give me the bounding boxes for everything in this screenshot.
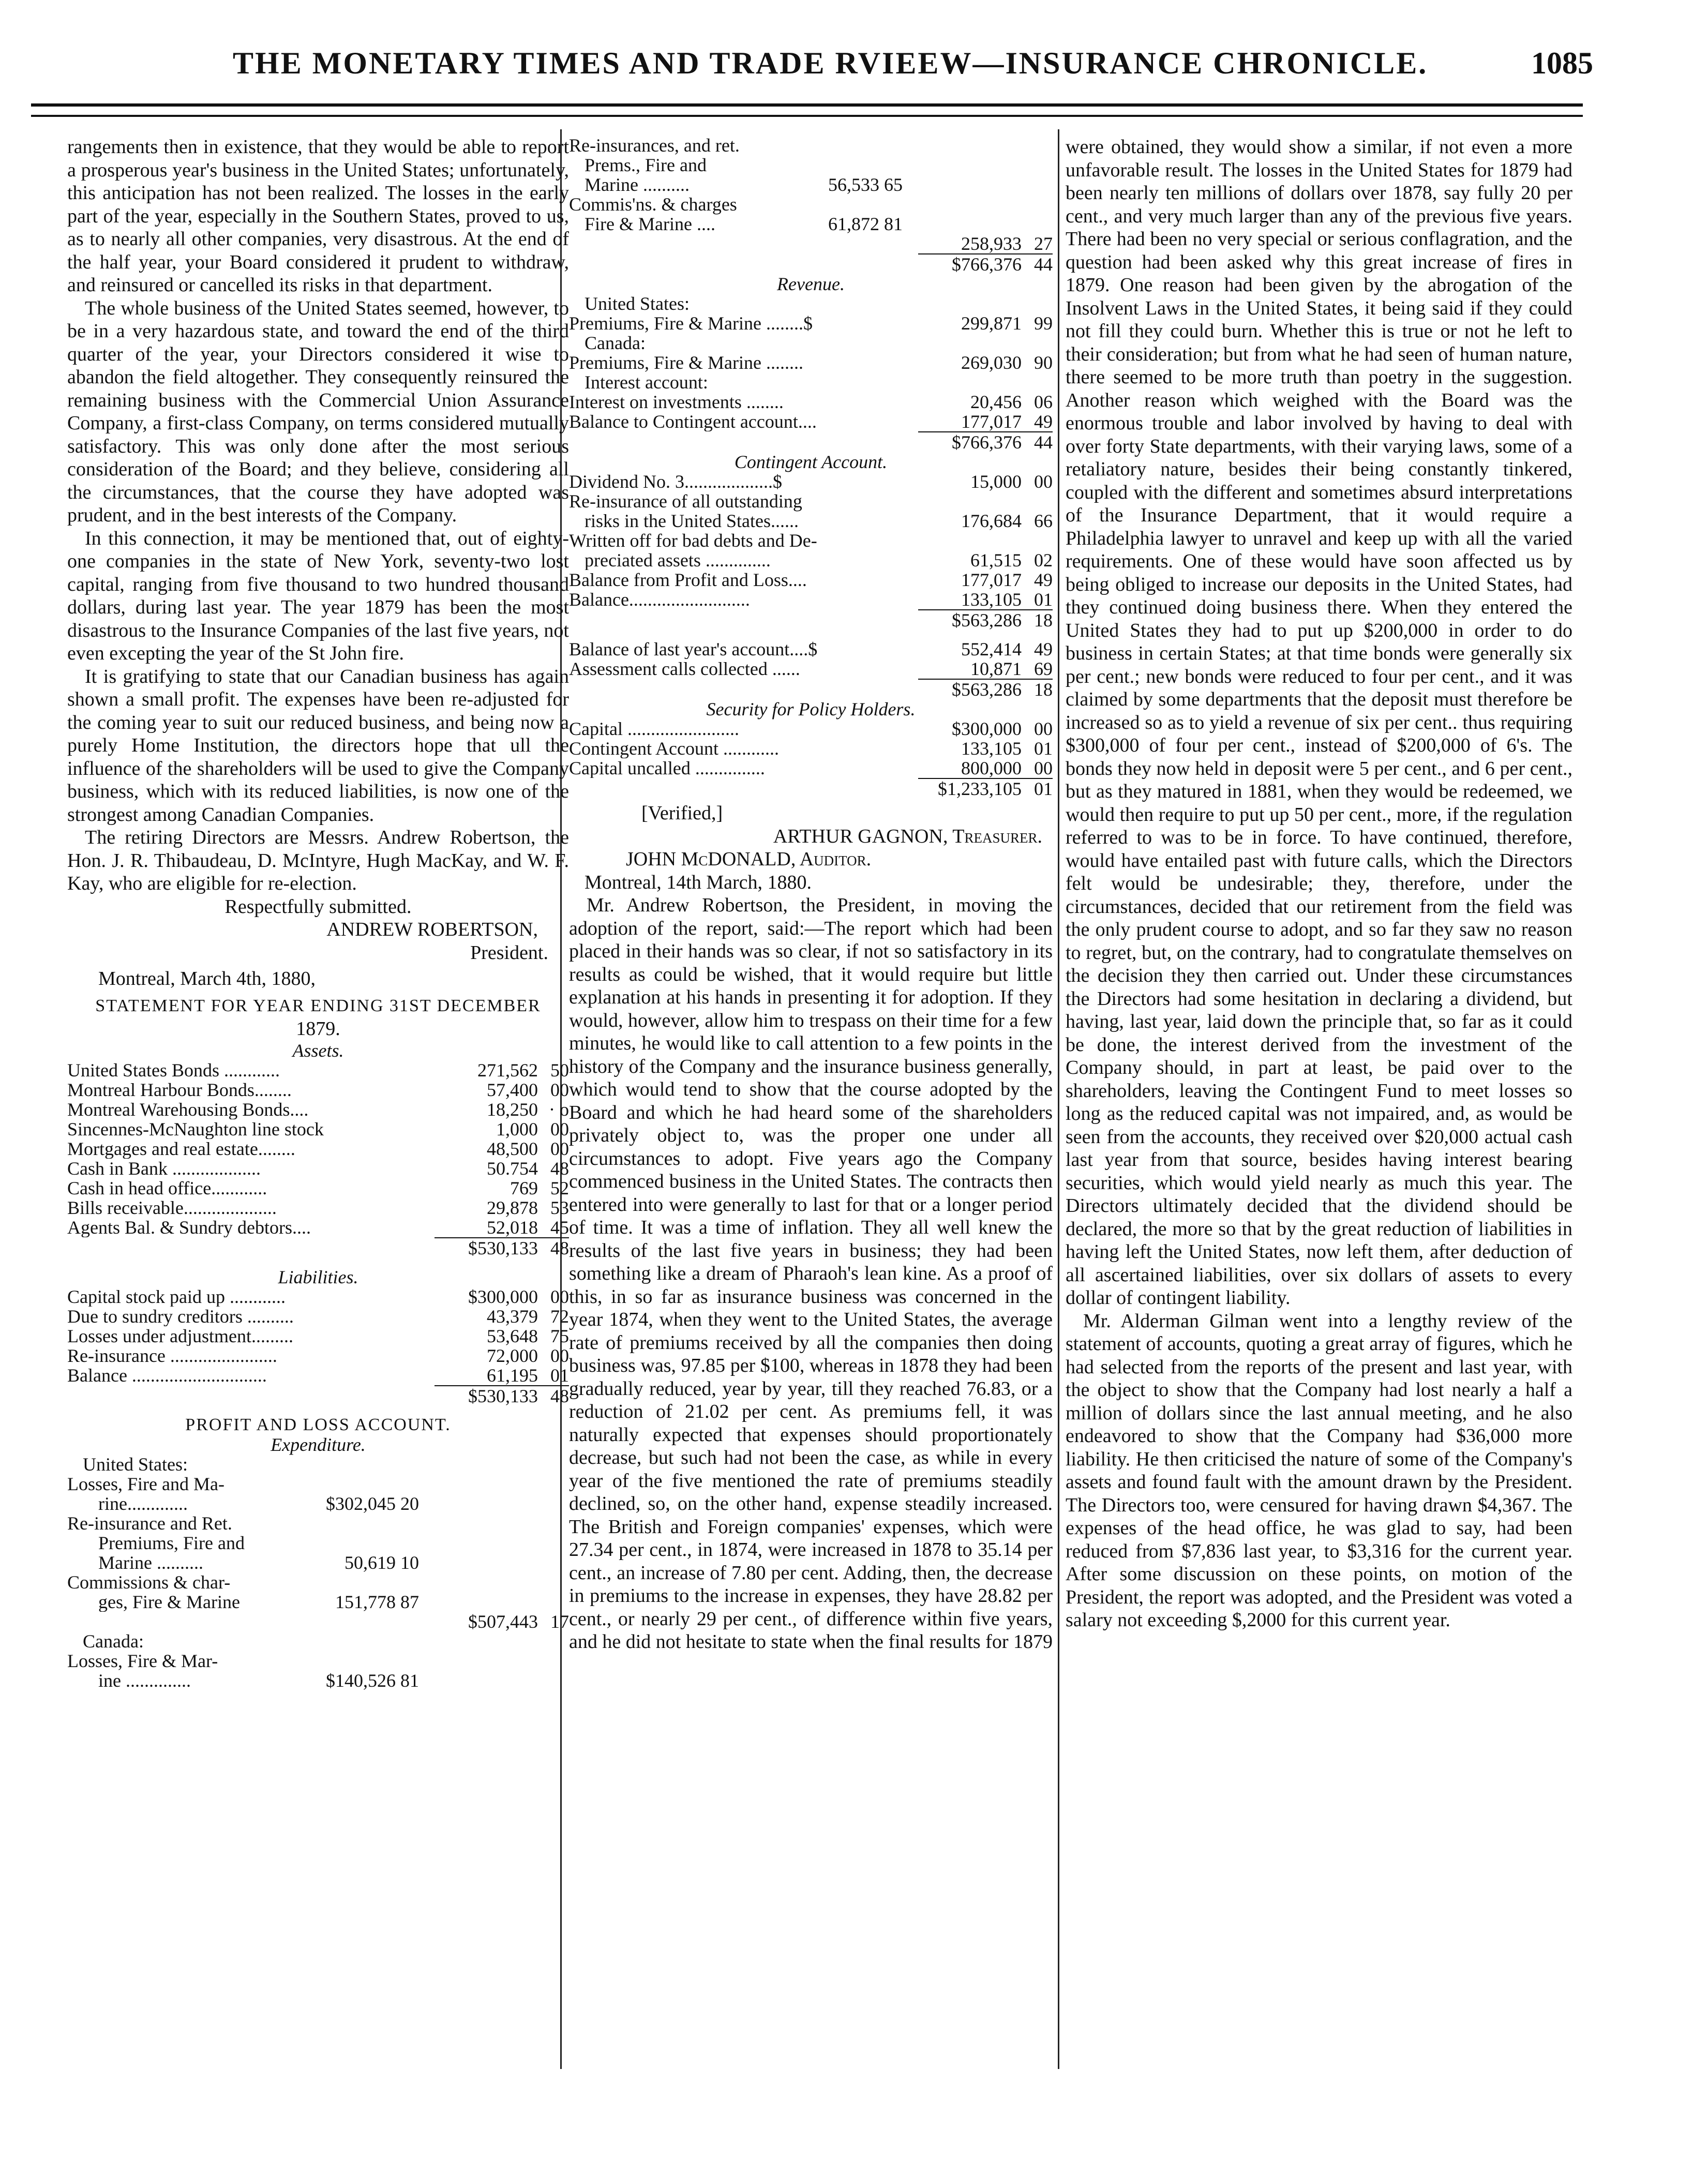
ledger-label: Mortgages and real estate........	[67, 1138, 295, 1159]
ledger-row	[569, 639, 1053, 659]
ledger-cents: 00	[1034, 471, 1053, 492]
expense-label: Losses, Fire and Ma-	[67, 1473, 224, 1494]
ledger-cents: 48	[550, 1158, 569, 1179]
ledger-row	[67, 1139, 569, 1159]
liabilities-total-cents: 48	[550, 1385, 569, 1406]
ledger-amount: 29,878	[487, 1197, 538, 1218]
revenue-heading: Revenue.	[777, 274, 845, 294]
ledger-amount: 177,017	[961, 569, 1022, 590]
ledger-row	[67, 1100, 569, 1119]
verified-note: [Verified,]	[641, 802, 723, 824]
closing: Respectfully submitted.	[224, 895, 412, 918]
dateline: Montreal, 14th March, 1880.	[585, 871, 812, 893]
us-total: $507,443	[468, 1611, 538, 1632]
liabilities-heading: Liabilities.	[278, 1266, 358, 1287]
ledger-cents: 52	[550, 1177, 569, 1198]
canada-subtotal-row	[569, 234, 1053, 253]
paragraph: The retiring Directors are Messrs. Andrew Robertson, the Hon. J. R. Thibaudeau, D. McIntyre, Hugh MacKay, and W. F. Kay, who are eligible for re-election.	[67, 827, 569, 894]
ledger-label: Agents Bal. & Sundry debtors....	[67, 1217, 311, 1237]
expense-amount: $140,526 81	[326, 1670, 419, 1691]
ledger-label: Due to sundry creditors ..........	[67, 1306, 294, 1326]
ledger-amount: 177,017	[961, 411, 1022, 432]
liabilities-table	[67, 1287, 569, 1385]
ledger-cents: 45	[550, 1217, 569, 1238]
ledger-cents: 49	[1034, 639, 1053, 659]
paragraph: It is gratifying to state that our Canadian business has again shown a small profit. The expenses have been re-adjusted for the coming year to suit our reduced business, and being now a purely Home Institution, the directors hope that ull the influence of the shareholders will be used to give the Company business, which with its reduced liabilities, is now one of the strongest among Canadian Companies.	[67, 665, 569, 826]
expense-label: Premiums, Fire and	[98, 1532, 245, 1553]
expense-label: Fire & Marine ....	[585, 214, 715, 234]
ledger-row	[569, 570, 1053, 590]
section-label: United States:	[585, 293, 690, 314]
expense-label: Prems., Fire and	[585, 155, 707, 175]
ledger-label: United States Bonds ............	[67, 1060, 280, 1080]
ledger-row	[569, 313, 1053, 333]
ledger-cents: 00	[1034, 718, 1053, 739]
ledger-row	[67, 1159, 569, 1178]
ledger-amount: 72,000	[487, 1345, 538, 1366]
canada-label: Canada:	[83, 1630, 144, 1652]
ledger-row	[67, 1119, 569, 1139]
ledger-amount: 18,250	[487, 1099, 538, 1120]
expense-amount: $302,045 20	[326, 1493, 419, 1514]
ledger-row	[569, 511, 1053, 531]
contingent2-total: $563,286	[952, 679, 1022, 700]
ledger-cents: 49	[1034, 411, 1053, 432]
us-total-row	[67, 1612, 569, 1631]
ledger-amount: 299,871	[961, 313, 1022, 334]
ledger-label: Re-insurance .......................	[67, 1345, 277, 1366]
ledger-amount: 800,000	[961, 758, 1022, 778]
accounts-section	[569, 136, 1053, 799]
ledger-cents: 00	[1034, 758, 1053, 778]
page-number: 1085	[1531, 46, 1593, 80]
ledger-label: Premiums, Fire & Marine ........$	[569, 313, 813, 333]
assets-total-cents: 48	[550, 1237, 569, 1258]
ledger-amount: 48,500	[487, 1138, 538, 1159]
ledger-label: Bills receivable....................	[67, 1197, 277, 1218]
ledger-label: Capital ........................	[569, 719, 739, 739]
ledger-cents: 00	[550, 1118, 569, 1140]
ledger-row	[569, 659, 1053, 679]
ledger-amount: $300,000	[952, 718, 1022, 739]
ledger-label: Capital stock paid up ............	[67, 1286, 286, 1307]
ledger-cents: 69	[1034, 658, 1053, 679]
ledger-label: Dividend No. 3...................$	[569, 472, 782, 491]
ledger-label: Premiums, Fire & Marine ........	[569, 353, 803, 372]
exp-total-row	[569, 254, 1053, 274]
treasurer-signature: ARTHUR GAGNON, Treasurer.	[773, 825, 1042, 847]
expense-item	[67, 1513, 569, 1572]
ledger-amount: 57,400	[487, 1079, 538, 1100]
ledger-cents: 99	[1034, 313, 1053, 334]
ledger-label: Balance to Contingent account....	[569, 412, 817, 431]
expense-label: Losses, Fire & Mar-	[67, 1650, 218, 1671]
ledger-cents: 75	[550, 1325, 569, 1346]
us-label: United States:	[83, 1453, 188, 1475]
contingent-heading: Contingent Account.	[734, 452, 888, 472]
column-2	[569, 136, 1053, 1654]
ledger-label: Montreal Warehousing Bonds....	[67, 1099, 309, 1119]
column-divider	[1058, 129, 1059, 2069]
column-3	[1066, 136, 1572, 1632]
ledger-amount: 271,562	[477, 1059, 538, 1081]
ledger-label: Interest on investments ........	[569, 392, 784, 412]
assets-total: $530,133	[468, 1237, 538, 1258]
expense-label: ges, Fire & Marine	[98, 1592, 240, 1612]
exp-total: $766,376	[952, 254, 1022, 275]
revenue-total: $766,376	[952, 432, 1022, 453]
ledger-amount: 43,379	[487, 1306, 538, 1327]
exp-total-cents: 44	[1034, 254, 1053, 275]
ledger-label: Montreal Harbour Bonds........	[67, 1079, 292, 1100]
ledger-row	[569, 392, 1053, 412]
expense-label: Marine ..........	[585, 175, 690, 194]
ledger-cents: 53	[550, 1197, 569, 1218]
ledger-row	[67, 1346, 569, 1366]
ledger-label: Written off for bad debts and De-	[569, 530, 817, 551]
ledger-row	[569, 758, 1053, 778]
ledger-cents: 00	[550, 1079, 569, 1100]
ledger-row	[569, 739, 1053, 758]
ledger-label: Sincennes-McNaughton line stock	[67, 1119, 324, 1139]
security-heading: Security for Policy Holders.	[706, 699, 916, 719]
expense-amount: 50,619 10	[344, 1552, 419, 1573]
ledger-cents: 50	[550, 1059, 569, 1081]
revenue-table	[569, 294, 1053, 431]
signer-name: ANDREW ROBERTSON,	[326, 919, 538, 940]
revenue-total-row	[569, 432, 1053, 452]
assets-section	[67, 1041, 569, 1690]
ledger-label: risks in the United States......	[585, 511, 799, 531]
ledger-label: Balance from Profit and Loss....	[569, 570, 807, 590]
security-total-cents: 01	[1034, 778, 1053, 799]
ledger-cents: 49	[1034, 569, 1053, 590]
publication-title: THE MONETARY TIMES AND TRADE RVIEEW—INSURANCE CHRONICLE.	[233, 46, 1428, 80]
ledger-amount: 176,684	[961, 511, 1022, 531]
security-total-row	[569, 779, 1053, 799]
ledger-label: Cash in head office............	[67, 1178, 267, 1198]
ledger-amount: 769	[510, 1177, 538, 1198]
liabilities-total: $530,133	[468, 1385, 538, 1406]
ledger-row	[569, 412, 1053, 431]
expense-amount: 151,778 87	[335, 1591, 419, 1612]
signer-title: President.	[470, 941, 548, 964]
expense-label: ine ..............	[98, 1670, 191, 1690]
contingent-total-cents: 18	[1034, 610, 1053, 631]
page-header	[31, 46, 1677, 92]
ledger-cents: 06	[1034, 392, 1053, 412]
ledger-label: Re-insurance of all outstanding	[569, 491, 802, 512]
contingent-table	[569, 472, 1053, 609]
expense-item	[67, 1572, 569, 1612]
paragraph: rangements then in existence, that they would be able to report a prosperous year's business in the United States; unfortunately, this anticipation has not been realized. The losses in the early part of the year, especially in the Southern States, proved to us, as to nearly all other companies, very disastrous. At the end of the half year, your Board considered it prudent to withdraw, and reinsured or cancelled its risks in that department.	[67, 136, 569, 296]
expense-label: Marine ..........	[98, 1552, 203, 1572]
ledger-row	[67, 1178, 569, 1198]
ledger-label: Cash in Bank ...................	[67, 1158, 261, 1178]
revenue-total-cents: 44	[1034, 432, 1053, 453]
ledger-row	[67, 1080, 569, 1100]
ledger-cents: 72	[550, 1306, 569, 1327]
statement-year: 1879.	[296, 1018, 340, 1040]
ledger-label: preciated assets ..............	[585, 550, 771, 570]
expense-amount: 56,533 65	[828, 174, 903, 195]
ledger-label: Balance..........................	[569, 590, 750, 609]
expense-label: Re-insurance and Ret.	[67, 1512, 232, 1534]
contingent2-total-cents: 18	[1034, 679, 1053, 700]
section-label: Canada:	[585, 333, 646, 353]
expense-label: Commissions & char-	[67, 1571, 231, 1593]
paragraph: Mr. Andrew Robertson, the President, in moving the adoption of the report, said:—The report which had been placed in their hands was so clear, if not so satisfactory in its results as could be wished, that it would require but little explanation at his hands in presenting it for adoption. If they would, however, allow him to trespass on their time for a few minutes, he would like to call attention to a few points in the history of the Company and the insurance business generally, which would tend to show that the course adopted by the Board and which he had heard some of the shareholders privately object to, was the proper one under all circumstances to adopt. Five years ago the Company commenced business in the United States. The contracts then entered into were generally to last for that or a longer period of time. It was a time of inflation. They all well knew the results of the last five years in business; they had been something like a dream of Pharaoh's lean kine. As a proof of this, in so far as insurance business was concerned in the year 1874, when they went to the United States, the average rate of premiums received by all the companies then doing business was, 97.85 per $100, whereas in 1878 they had been gradually reduced, year by year, till they reached 76.83, or a reduction of 21.02 per cent. As premiums fell, it was naturally expected that expenses should proportionately decrease, but such had not been the case, as while in every year of the five mentioned the rate of premiums steadily declined, so, on the other hand, expense steadily increased. The British and Foreign companies' expenses, which were 27.34 per cent., in 1874, were increased in 1878 to 35.14 per cent., an increase of 7.80 per cent. Adding, then, the decrease in premiums to the increase in expenses, they have 28.82 per cent., or nearly 29 per cent., of difference within five years, and he did not hesitate to state when the final results for 1879	[569, 894, 1053, 1653]
paragraph: Mr. Alderman Gilman went into a lengthy review of the statement of accounts, quoting a great array of figures, which he had selected from the reports of the present and last year, with the object to show that the Company had lost nearly a half a million of dollars since the last annual meeting, and he also endeavored to show that the Company had $36,000 more liability. He then criticised the nature of some of the Company's assets and found fault with the amount drawn by the President. The Directors too, were censured for having drawn $4,367. The expenses of the head office, he was glad to say, had been reduced from $7,836 last year, to $3,316 for the current year. After some discussion on these points, on motion of the President, the report was adopted, and the President was voted a salary not exceeding $,2000 for this current year.	[1066, 1310, 1572, 1631]
assets-table	[67, 1060, 569, 1237]
security-table	[569, 719, 1053, 778]
ledger-row	[67, 1218, 569, 1237]
ledger-row	[569, 550, 1053, 570]
ledger-row	[569, 472, 1053, 491]
ledger-amount: 61,195	[487, 1365, 538, 1386]
us-total-cents: 17	[550, 1611, 569, 1632]
auditor-signature: JOHN McDONALD, Auditor.	[626, 848, 872, 870]
ledger-cents: 00	[550, 1138, 569, 1159]
ledger-row	[569, 590, 1053, 609]
expense-amount: 61,872 81	[828, 214, 903, 234]
assets-heading: Assets.	[292, 1040, 344, 1061]
ledger-cents: 02	[1034, 550, 1053, 571]
ledger-amount: 133,105	[961, 738, 1022, 759]
ledger-amount: 15,000	[970, 471, 1022, 492]
paragraph: were obtained, they would show a similar, if not even a more unfavorable result. The losses in the United States for 1879 had been nearly ten millions of dollars over 1878, say fully 20 per cent., and very much larger than any of the previous five years. There had been no very special or serious conflagration, and the question had been asked why this great increase of fires in 1879. One reason had been given by the abrogation of the Insolvent Laws in the United States, it being said if they could not fill they could burn. Whether this is true or not he left to their consideration; but from what he had seen of human nature, there seemed to be more truth than poetry in the suggestion. Another reason which weighed with the Board was the enormous trouble and labor involved by having to deal with over forty State departments, with their varying laws, some of a retaliatory nature, besides their being constantly tinkered, coupled with the different and sometimes absurd interpretations of the Insurance Department, that it would require a Philadelphia lawyer to unravel and keep up with all the varied requirements. One of these would have soon affected us by being obliged to increase our deposits in the United States, had they continued doing business there. When they entered the United States they had to put up $200,000 in order to do business in certain States; at that time bonds were generally six per cent.; new bonds were reduced to four per cent., and it was claimed by some departments that the deposit must therefore be increased so as to yield a revenue of six per cent.. thus requiring $300,000 of four per cent., instead of $200,000 of 6's. The bonds they now held in deposit were 5 per cent., and 6 per cent., but as they matured in 1881, when they would be redeemed, we would then require to put up 50 per cent., more, if the regulation referred to was to be in force. To have continued, therefore, would have entailed past with future calls, which the Directors felt would be undesirable; they, therefore, under the circumstances, decided that our retirement from the field was the only prudent course to adopt, and so far they saw no reason to regret, but, on the contrary, had to congratulate themselves on the decision they then carried out. Under these circumstances the Directors had some hesitation in declaring a dividend, but having, last year, laid down the principle that, so far as it could be done, the interest derived from the investment of the Company should, in part at least, be paid over to the shareholders, leaving the Contingent Fund to meet losses so long as the reduced capital was not impaired, and, as would be seen from the accounts, they received over $20,000 actual cash last year from that source, besides having interest bearing securities, which would yield nearly as much this year. The Directors ultimately decided that the dividend should be declared, the more so that by the great reduction of liabilities in having left the United States, now left them, after deduction of all ascertained liabilities, over six dollars of assets to every dollar of contingent liability.	[1066, 136, 1572, 1309]
contingent-total-row	[569, 610, 1053, 630]
assets-total-row	[67, 1238, 569, 1258]
contingent-total: $563,286	[952, 610, 1022, 631]
expenditure-heading: Expenditure.	[271, 1434, 366, 1455]
ledger-amount: 133,105	[961, 589, 1022, 610]
ledger-cents: 01	[1034, 589, 1053, 610]
ledger-cents: 00	[550, 1345, 569, 1366]
pl-heading: PROFIT AND LOSS ACCOUNT.	[185, 1415, 451, 1434]
expense-label: Re-insurances, and ret.	[569, 135, 740, 156]
ledger-cents: 01	[550, 1365, 569, 1386]
ledger-row	[67, 1307, 569, 1326]
ledger-label: Contingent Account ............	[569, 739, 779, 758]
ledger-amount: 61,515	[970, 550, 1022, 571]
ledger-cents: 66	[1034, 511, 1053, 531]
ledger-label: Assessment calls collected ......	[569, 659, 800, 679]
ledger-amount: 1,000	[496, 1118, 538, 1140]
ledger-row	[569, 353, 1053, 372]
ledger-amount: 269,030	[961, 352, 1022, 373]
ledger-amount: 20,456	[970, 392, 1022, 412]
paragraph: The whole business of the United States seemed, however, to be in a very hazardous state, and toward the end of the third quarter of the year, your Directors considered it wise to abandon the field altogether. They consequently reinsured the remaining business with the Commercial Union Assurance Company, a first-class Company, on terms considered mutually satisfactory. This was only done after the most serious consideration of the Board; and they believe, considering all the circumstances, that the course they have adopted was prudent, and in the best interests of the Company.	[67, 297, 569, 526]
ledger-label: Balance .............................	[67, 1365, 267, 1385]
ledger-amount: 53,648	[487, 1325, 538, 1346]
header-rule-thick	[31, 103, 1583, 107]
statement-heading: STATEMENT FOR YEAR ENDING 31ST DECEMBER	[95, 996, 541, 1015]
ledger-amount: 10,871	[970, 658, 1022, 679]
canada-subtotal: 258,933	[961, 233, 1022, 254]
ledger-label: Losses under adjustment.........	[67, 1326, 293, 1346]
ledger-row	[569, 719, 1053, 739]
expense-label: Commis'ns. & charges	[569, 194, 737, 215]
paragraph: In this connection, it may be mentioned that, out of eighty-one companies in the state of New York, seventy-two lost capital, ranging from five thousand to two hundred thousand dollars, during last year. The year 1879 has been the most disastrous to the Insurance Companies of the last five years, not even excepting the year of the St John fire.	[67, 527, 569, 664]
ledger-row	[67, 1198, 569, 1218]
ledger-amount: 552,414	[961, 639, 1022, 659]
expense-item	[67, 1474, 569, 1513]
column-1	[67, 136, 569, 1690]
ledger-row	[67, 1287, 569, 1307]
dateline: Montreal, March 4th, 1880,	[98, 968, 316, 989]
section-label: Interest account:	[585, 372, 708, 393]
security-total: $1,233,105	[938, 778, 1022, 799]
contingent-balance-table	[569, 639, 1053, 679]
contingent2-total-row	[569, 680, 1053, 699]
ledger-cents: 00	[550, 1286, 569, 1307]
expense-label: rine.............	[98, 1493, 188, 1513]
ledger-amount: 52,018	[487, 1217, 538, 1238]
canada-subtotal-cents: 27	[1034, 233, 1053, 254]
ledger-row	[67, 1060, 569, 1080]
ledger-row	[67, 1366, 569, 1385]
ledger-label: Capital uncalled ...............	[569, 758, 765, 778]
header-rule-thin	[31, 115, 1583, 117]
ledger-amount: $300,000	[468, 1286, 538, 1307]
ledger-row	[67, 1326, 569, 1346]
liabilities-total-row	[67, 1386, 569, 1406]
ledger-cents: · o	[549, 1099, 569, 1120]
ledger-cents: 90	[1034, 352, 1053, 373]
ledger-cents: 01	[1034, 738, 1053, 759]
ledger-label: Balance of last year's account....$	[569, 639, 818, 659]
ledger-amount: 50.754	[487, 1158, 538, 1179]
